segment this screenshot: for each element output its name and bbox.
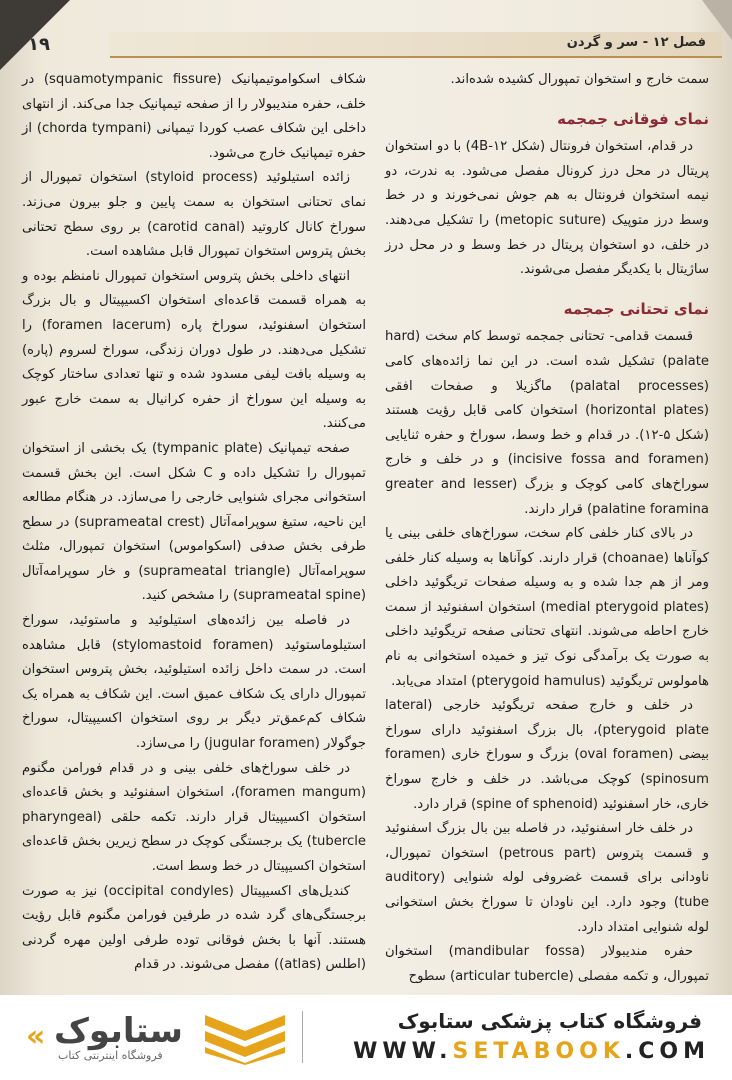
store-name: فروشگاه کتاب پزشکی ستابوک: [397, 1009, 702, 1033]
url-suffix: .COM: [624, 1039, 710, 1064]
url-prefix: WWW.: [353, 1039, 453, 1064]
inferior-view-paragraph: در خلف و خارج صفحه تریگوئید خارجی (lateral pterygoid plate)، بال بزرگ اسفنوئید دارای سوراخ بیضی (oval foramen) بزرگ و سوراخ خاری (foramen spinosum) کوچک می‌باشد. در خلف و خارج سوراخ خاری، خار اسفنوئید (spine of sphenoid) قرار دارد.: [385, 698, 710, 812]
page-number: ١٩: [28, 34, 50, 55]
intro-text: سمت خارج و استخوان تمپورال کشیده شده‌اند.: [450, 72, 709, 87]
body-paragraph: کندیل‌های اکسیپیتال (occipital condyles) نیز به صورت برجستگی‌های گرد شده در طرفین فورامن مگنوم قابل رؤیت هستند. آنها با بخش فوقانی توده طرفی اولین مهره گردنی (اطلس (atlas)) مفصل می‌شوند. در قدام: [22, 883, 366, 973]
url-brand: SETABOOK: [452, 1039, 625, 1064]
body-paragraph: انتهای داخلی بخش پتروس استخوان تمپورال نامنظم بوده و به همراه قسمت قاعده‌ای استخوان اکسیپیتال و بال بزرگ استخوان اسفنوئید، سوراخ پاره (foramen lacerum) را تشکیل می‌دهند. در طول دوران زندگی، سوراخ لسروم (پاره) به وسیله بافت لیفی مسدود شده و تنها تعدادی ساختار کوچک به وسیله این سوراخ از حفره کرانیال به سمت خارج عبور می‌کنند.: [22, 268, 366, 432]
inferior-view-paragraph: حفره مندیبولار (mandibular fossa) استخوان تمپورال، و تکمه مفصلی (articular tubercle) سطوح: [385, 944, 709, 984]
section-title-inferior-view: نمای تحتانی جمجمه: [563, 299, 709, 318]
body-paragraph: شکاف اسکواموتیمپانیک (squamotympanic fissure) در خلف، حفره مندیبولار را از صفحه تیمپانیک جدا می‌کند. از انتهای داخلی این شکاف عصب کوردا تیمپانی (chorda tympani) از حفره تیمپانیک خارج می‌شود.: [22, 72, 366, 161]
inferior-view-paragraph: در خلف خار اسفنوئید، در فاصله بین بال بزرگ اسفنوئید و قسمت پتروس (petrous part) استخوان تمپورال، ناودانی برای قسمت غضروفی لوله شنوایی (auditory tube) وجود دارد. این ناودان تا سوراخ بخش استخوانی لوله شنوایی امتداد دارد.: [385, 821, 709, 935]
store-url[interactable]: [353, 1039, 710, 1064]
store-footer: [0, 995, 732, 1080]
chevron-stack-icon: [200, 1009, 290, 1065]
footer-divider: [302, 1011, 303, 1063]
right-column: [385, 68, 709, 989]
body-paragraph: در فاصله بین زائده‌های استیلوئید و ماستوئید، سوراخ استیلوماستوئید (stylomastoid foramen) قابل مشاهده است. در سمت داخل زائده استیلوئید، بخش پتروس استخوان تمپورال دارای یک شکاف عمیق است. این شکاف به همراه یک شکاف کم‌عمق‌تر دیگر بر روی استخوان اکسیپیتال، سوراخ جوگولار (jugular foramen) را می‌سازد.: [22, 613, 367, 752]
double-chevron-icon: «: [26, 1019, 46, 1054]
logo-wordmark: ستابوک: [54, 1011, 183, 1051]
left-column: [22, 68, 366, 978]
section-title-superior-view: نمای فوقانی جمجمه: [557, 109, 709, 128]
superior-view-text: در قدام، استخوان فرونتال (شکل ۱۲-4B) با دو استخوان پریتال در محل درز کرونال مفصل می‌شود. به ندرت، دو نیمه استخوان فرونتال به هم جوش نمی‌خورند و در خط وسط درز متوپیک (metopic suture) را تشکیل می‌دهند. در خلف، دو استخوان پریتال در خط وسط و در محل درز ساژیتال با یکدیگر مفصل می‌شوند.: [385, 139, 709, 278]
logo-subtitle: فروشگاه اینترنتی کتاب: [58, 1049, 163, 1062]
body-paragraph: زائده استیلوئید (styloid process) استخوان تمپورال از نمای تحتانی استخوان به سمت پایین و جلو بیرون می‌زند. سوراخ کانال کاروتید (carotid canal) بر روی سطح تحتانی بخش پتروس استخوان تمپورال قابل مشاهده است.: [22, 170, 366, 260]
body-paragraph: در خلف سوراخ‌های خلفی بینی و در قدام فورامن مگنوم (foramen mangum)، استخوان اسفنوئید و بخش قاعده‌ای استخوان اکسیپیتال قرار دارند. تکمه حلقی (pharyngeal tubercle) یک برجستگی کوچک در سطح زیرین بخش قاعده‌ای استخوان اکسیپیتال در خط وسط است.: [22, 760, 366, 874]
inferior-view-paragraph: در بالای کنار خلفی کام سخت، سوراخ‌های خلفی بینی یا کوآناها (choanae) قرار دارند. کوآناها به وسیله کنار خلفی ومر از هم جدا شده و به وسیله صفحات تریگوئید داخلی (medial pterygoid plates) استخوان اسفنوئید از سمت خارج احاطه می‌شوند. انتهای تحتانی صفحه تریگوئید داخلی به صورت یک برآمدگی نوک تیز و خمیده استخوانی به نام هامولوس تریگوئید (pterygoid hamulus) امتداد می‌یابد.: [385, 526, 709, 689]
setabook-logo: [26, 1009, 183, 1067]
body-paragraph: صفحه تیمپانیک (tympanic plate) یک بخشی از استخوان تمپورال را تشکیل داده و C شکل است. این بخش قسمت استخوانی مجرای شنوایی خارجی را می‌سازد. در هنگام مطالعه این ناحیه، ستیغ سوپرامه‌آتال (suprameatal crest) در سطح طرفی بخش صدفی (اسکواموس) استخوان تمپورال، مثلث سوپرامه‌آتال (suprameatal triangle) و خار سوپرامه‌آتال (suprameatal spine) را مشخص کنید.: [22, 440, 366, 604]
inferior-view-paragraph: قسمت قدامی- تحتانی جمجمه توسط کام سخت (hard palate) تشکیل شده است. در این نما زائده‌های کامی (palatal processes) ماگزیلا و صفحات افقی (horizontal plates) استخوان کامی قابل رؤیت هستند (شکل ۵-۱۲). در قدام و خط وسط، سوراخ و حفره ثنایایی (incisive fossa and foramen) و در خلف و خارج سوراخ‌های کامی کوچک و بزرگ (greater and lesser palatine foramina) قرار دارند.: [385, 329, 709, 517]
chapter-header: [110, 32, 722, 58]
chapter-title: فصل ۱۲ - سر و گردن: [566, 35, 706, 50]
